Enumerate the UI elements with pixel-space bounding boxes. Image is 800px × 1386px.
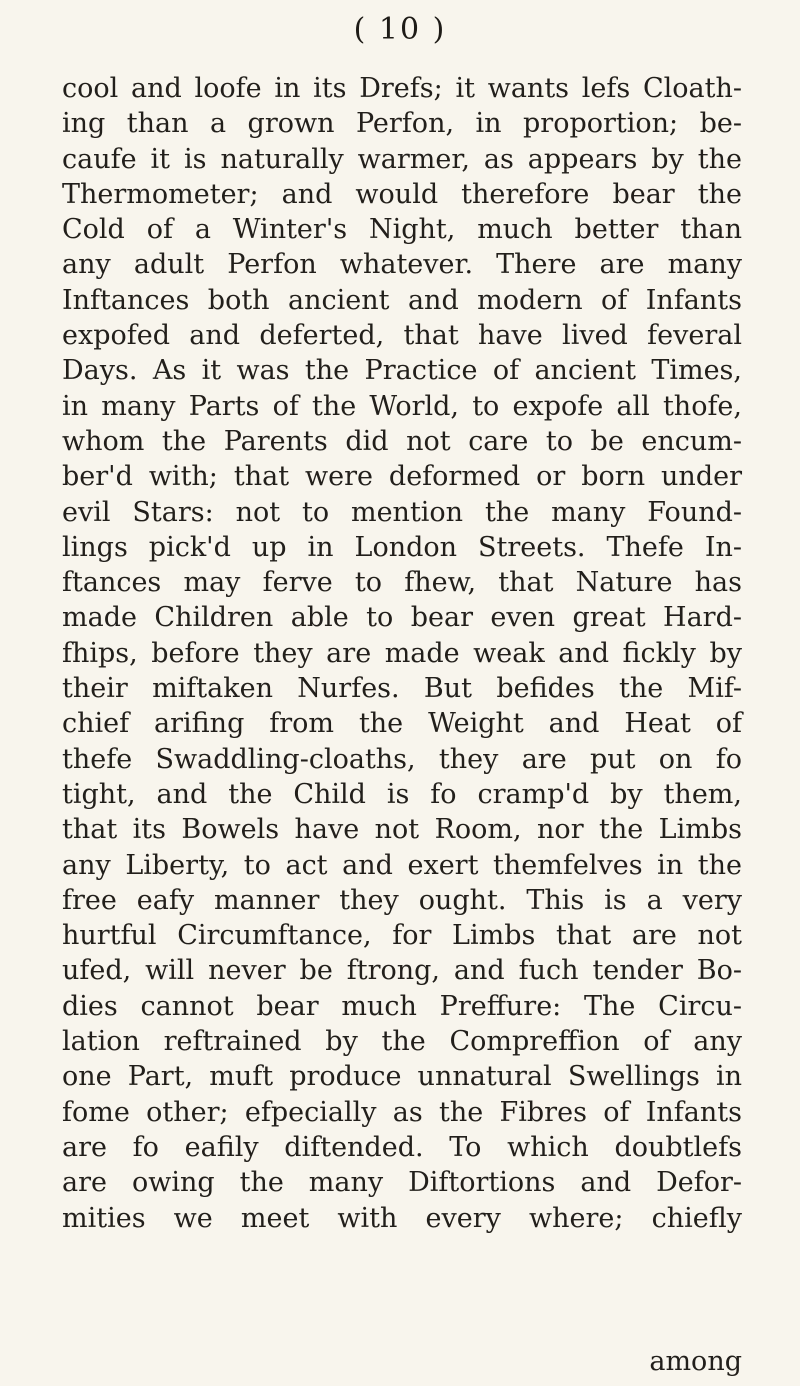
text-line: fhips, before they are made weak and fickly by bbox=[62, 637, 742, 669]
text-line: lings pick'd up in London Streets. Thefe In- bbox=[62, 531, 742, 563]
text-line: in many Parts of the World, to expofe all thofe, bbox=[62, 390, 742, 422]
text-line: that its Bowels have not Room, nor the Limbs bbox=[62, 814, 742, 846]
page-number: ( 10 ) bbox=[353, 12, 447, 47]
text-line: evil Stars: not to mention the many Found- bbox=[62, 496, 742, 528]
text-line: ufed, will never be ftrong, and fuch tender Bo- bbox=[62, 955, 742, 987]
text-line: made Children able to bear even great Hard- bbox=[62, 602, 742, 634]
text-line: chief arifing from the Weight and Heat of bbox=[62, 708, 742, 740]
body-text bbox=[62, 71, 742, 1236]
text-line: any Liberty, to act and exert themfelves in the bbox=[62, 849, 742, 881]
text-line: dies cannot bear much Preffure: The Circu- bbox=[62, 990, 742, 1022]
text-line: free eafy manner they ought. This is a very bbox=[62, 884, 742, 916]
text-line: thefe Swaddling-cloaths, they are put on fo bbox=[62, 743, 742, 775]
text-line: lation reftrained by the Compreffion of any bbox=[62, 1026, 742, 1058]
text-line: Cold of a Winter's Night, much better than bbox=[62, 214, 742, 246]
text-line: caufe it is naturally warmer, as appears by the bbox=[62, 143, 742, 175]
text-line: tight, and the Child is fo cramp'd by them, bbox=[62, 778, 742, 810]
text-line: Inftances both ancient and modern of Infants bbox=[62, 284, 742, 316]
text-line: expofed and deferted, that have lived feveral bbox=[62, 320, 742, 352]
text-line: whom the Parents did not care to be encum- bbox=[62, 425, 742, 457]
text-line: Days. As it was the Practice of ancient Times, bbox=[62, 355, 742, 387]
text-line: are fo eafily diftended. To which doubtlefs bbox=[62, 1131, 742, 1163]
text-line: any adult Perfon whatever. There are many bbox=[62, 249, 742, 281]
text-line: ber'd with; that were deformed or born under bbox=[62, 461, 742, 493]
text-line: one Part, muft produce unnatural Swellings in bbox=[62, 1061, 742, 1093]
text-line: their miftaken Nurfes. But befides the Mif- bbox=[62, 673, 742, 705]
text-line: cool and loofe in its Drefs; it wants lefs Cloath- bbox=[62, 73, 742, 104]
text-line: ing than a grown Perfon, in proportion; be- bbox=[62, 108, 742, 140]
text-line: mities we meet with every where; chiefly bbox=[62, 1202, 742, 1234]
text-line: ftances may ferve to fhew, that Nature has bbox=[62, 567, 742, 599]
text-line: hurtful Circumftance, for Limbs that are not bbox=[62, 920, 742, 952]
text-line: fome other; efpecially as the Fibres of Infants bbox=[62, 1096, 742, 1128]
text-line: Thermometer; and would therefore bear the bbox=[62, 178, 742, 210]
text-line: are owing the many Diftortions and Defor- bbox=[62, 1167, 742, 1199]
catchword: among bbox=[649, 1346, 742, 1377]
